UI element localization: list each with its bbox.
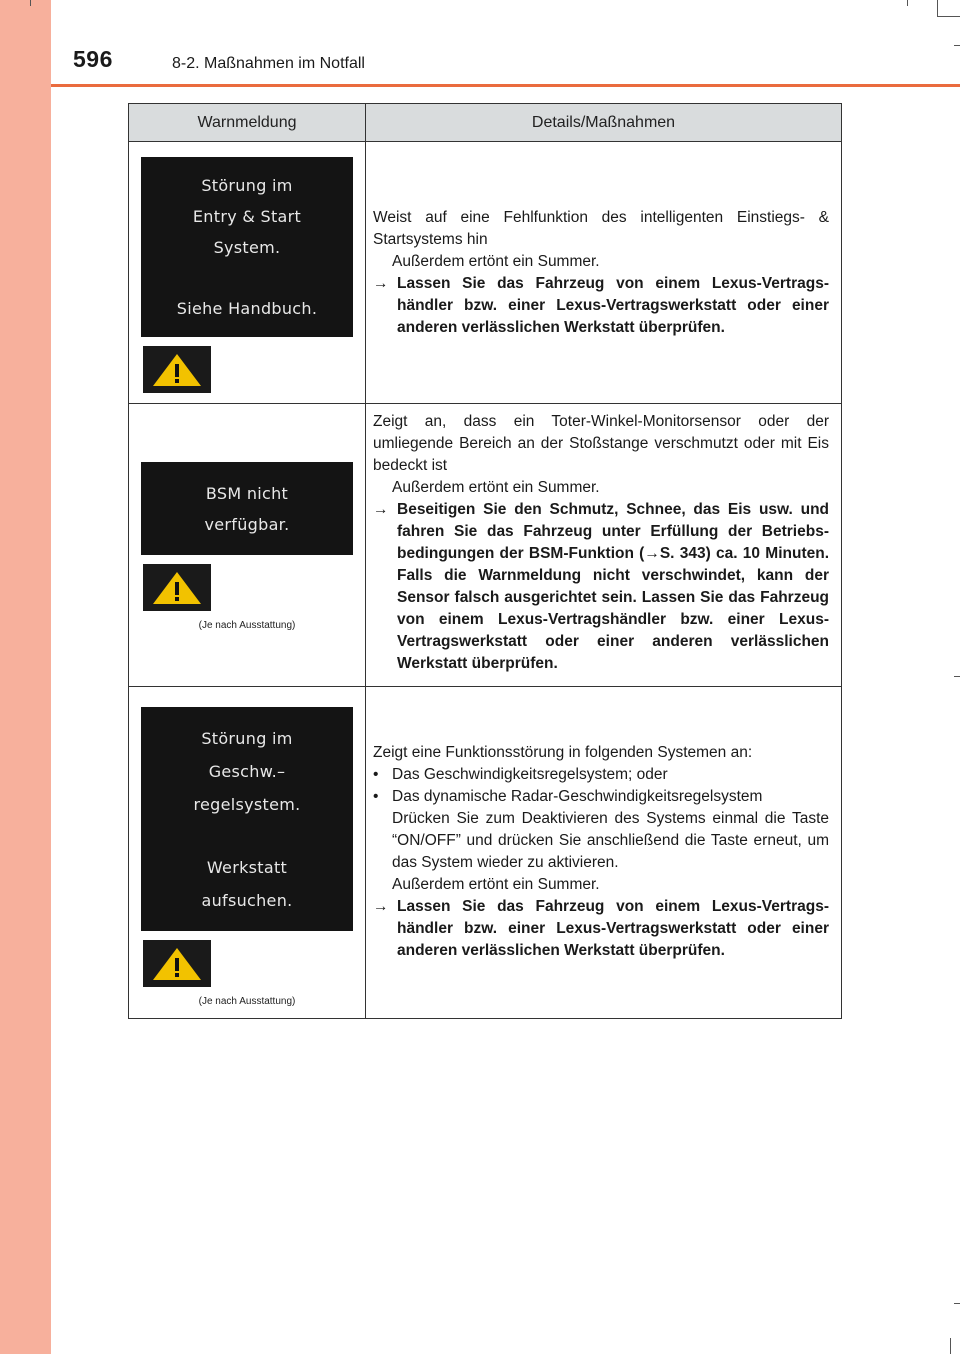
screen-line: Entry & Start xyxy=(192,207,302,226)
header-rule xyxy=(51,84,960,87)
list-item xyxy=(373,786,829,808)
screen-line: Siehe Handbuch. xyxy=(176,299,318,318)
screen-line: BSM nicht xyxy=(205,483,289,503)
crop-mark xyxy=(954,676,960,677)
action-text: Lassen Sie das Fahrzeug von einem Lexus-Vertrags-händler bzw. einer Lexus-Vertragswerkstatt oder einer anderen verlässlichen Werkstatt überprüfen. xyxy=(397,275,829,336)
crop-mark xyxy=(950,1338,951,1354)
table-header-row xyxy=(129,104,842,142)
crop-mark xyxy=(954,1303,960,1304)
screen-line: Werkstatt xyxy=(206,857,288,877)
screen-line: verfügbar. xyxy=(204,514,290,534)
details-cell xyxy=(366,142,842,404)
table-row xyxy=(129,404,842,687)
warning-triangle-icon xyxy=(151,570,203,606)
warning-indicator xyxy=(143,564,211,611)
column-header-warnmeldung: Warnmeldung xyxy=(129,104,366,142)
warning-triangle-icon xyxy=(151,352,203,388)
warning-image-cell xyxy=(129,404,366,687)
table-row xyxy=(129,687,842,1019)
action-text: Lassen Sie das Fahrzeug von einem Lexus-Vertrags-händler bzw. einer Lexus-Vertragswerkstatt oder einer anderen verlässlichen Werkstatt überprüfen. xyxy=(397,898,829,959)
page-number: 596 xyxy=(73,46,113,72)
warning-indicator xyxy=(143,346,211,393)
display-screen xyxy=(141,157,353,337)
buzzer-note: Außerdem ertönt ein Summer. xyxy=(392,876,600,893)
buzzer-note: Außerdem ertönt ein Summer. xyxy=(392,253,600,270)
action-instruction xyxy=(373,896,829,962)
crop-mark xyxy=(30,0,31,6)
details-cell xyxy=(366,404,842,687)
description-text: Weist auf eine Fehlfunktion des intelligenten Einstiegs- & Startsystems hin xyxy=(373,209,829,248)
crop-mark xyxy=(937,0,938,16)
crop-mark xyxy=(954,45,960,46)
description-text: Zeigt eine Funktionsstörung in folgenden Systemen an: xyxy=(373,744,753,761)
screen-line: regelsystem. xyxy=(193,794,301,814)
screen-line: System. xyxy=(213,238,281,257)
screen-line: Geschw.– xyxy=(208,761,286,781)
bullet-icon: • xyxy=(373,788,379,805)
screen-line: aufsuchen. xyxy=(201,890,293,910)
bullet-icon: • xyxy=(373,766,379,783)
screen-line: Störung im xyxy=(201,728,293,748)
description-text: Zeigt an, dass ein Toter-Winkel-Monitorsensor oder der umliegende Bereich an der Stoßstange verschmutzt oder mit Eis bedeckt ist xyxy=(373,413,829,474)
warning-table xyxy=(128,103,842,1019)
arrow-icon: → xyxy=(373,501,389,518)
warning-triangle-icon xyxy=(151,946,203,982)
column-header-details: Details/Maßnahmen xyxy=(366,104,842,142)
section-title: 8-2. Maßnahmen im Notfall xyxy=(172,55,365,72)
extra-instruction: Drücken Sie zum Deaktivieren des Systems einmal die Taste “ON/OFF” und drücken Sie anschließend die Taste erneut, um das System wieder zu aktivieren. xyxy=(392,810,829,871)
action-text: Beseitigen Sie den Schmutz, Schnee, das Eis usw. und fahren Sie das Fahrzeug unter Erfüllung der Betriebs-bedingungen der BSM-Funktion (→S. 343) ca. 10 Minuten. Falls die Warnmeldung nicht verschwindet, kann der Sensor falsch ausgerichtet sein. Lassen Sie das Fahrzeug von einem Lexus-Vertragshändler bzw. einer Lexus-Vertragswerkstatt oder einer anderen verlässlichen Werkstatt überprüfen. xyxy=(397,501,829,672)
side-color-band xyxy=(0,0,51,1354)
action-instruction xyxy=(373,273,829,339)
warning-indicator xyxy=(143,940,211,987)
warning-image-cell xyxy=(129,687,366,1019)
crop-mark xyxy=(907,0,908,6)
list-item-text: Das dynamische Radar-Geschwindigkeitsregelsystem xyxy=(392,788,763,805)
buzzer-note: Außerdem ertönt ein Summer. xyxy=(392,479,600,496)
action-instruction xyxy=(373,499,829,675)
warning-image-cell xyxy=(129,142,366,404)
table-row xyxy=(129,142,842,404)
arrow-icon: → xyxy=(373,898,389,915)
display-screen xyxy=(141,462,353,555)
list-item-text: Das Geschwindigkeitsregelsystem; oder xyxy=(392,766,668,783)
equipment-note: (Je nach Ausstattung) xyxy=(198,620,296,631)
details-cell xyxy=(366,687,842,1019)
display-screen xyxy=(141,707,353,931)
crop-mark xyxy=(937,16,960,17)
arrow-icon: → xyxy=(373,275,389,292)
screen-line: Störung im xyxy=(201,176,293,195)
list-item xyxy=(373,764,829,786)
equipment-note: (Je nach Ausstattung) xyxy=(198,996,296,1007)
